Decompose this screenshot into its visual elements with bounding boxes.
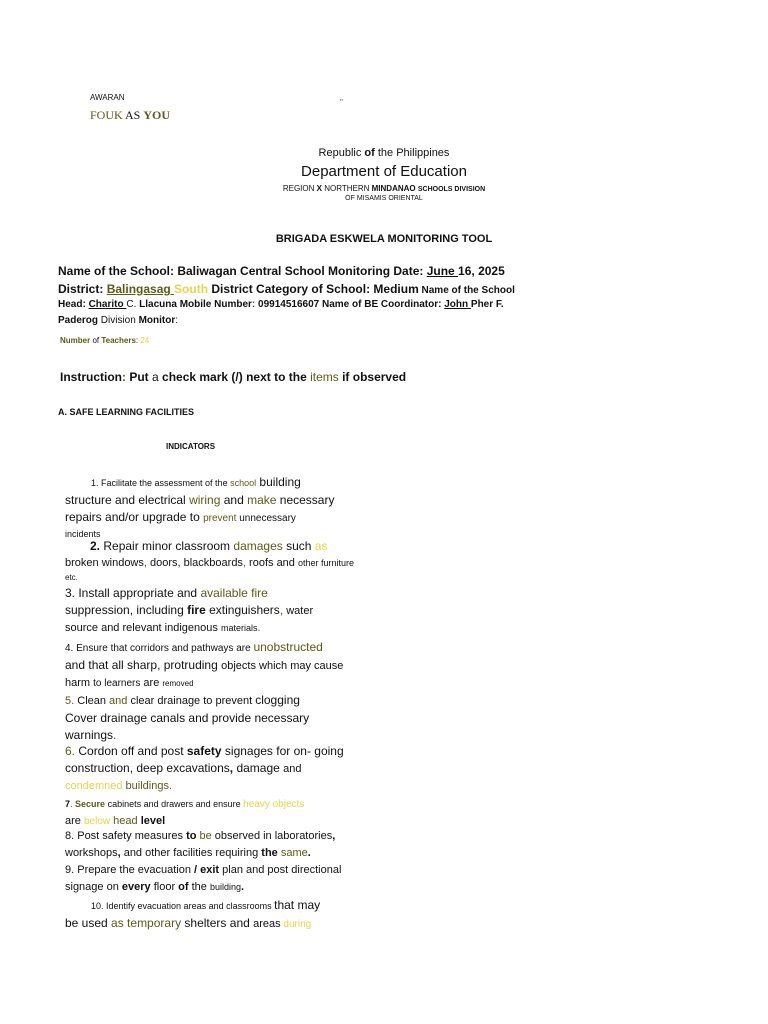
header-awaran: AWARAN — [90, 93, 125, 102]
instruction: Instruction: Put a check mark (/) next to the items if observed — [60, 370, 407, 384]
indicator-7: 7. Secure cabinets and drawers and ensure heavy objects are below head level — [65, 799, 305, 827]
section-heading: A. SAFE LEARNING FACILITIES — [58, 407, 195, 417]
region-line: REGION X NORTHERN MINDANAO SCHOOLS DIVISION — [282, 184, 486, 193]
school-info-line-1: Name of the School: Baliwagan Central School Monitoring Date: June 16, 2025 — [58, 264, 505, 278]
indicator-5: 5. Clean and clear drainage to prevent clogging Cover drainage canals and provide necessary warnings. — [65, 693, 310, 742]
tool-title: BRIGADA ESKWELA MONITORING TOOL — [275, 233, 493, 245]
indicator-9: 9. Prepare the evacuation / exit plan and post directional signage on every floor of the building. — [65, 864, 342, 893]
school-info-line-3: Head: Charito C. Llacuna Mobile Number: 09914516607 Name of BE Coordinator: John Pher F. — [58, 299, 504, 310]
indicator-1: 1. Facilitate the assessment of the school building structure and electrical wiring and make necessary repairs and/or upgrade to prevent unnecessary incidents — [65, 475, 335, 539]
indicators-label: INDICATORS — [166, 442, 216, 451]
indicator-2: 2. Repair minor classroom damages such as broken windows, doors, blackboards, roofs and other furniture etc. — [65, 539, 355, 582]
header-motto: FOUK AS YOU — [90, 108, 171, 122]
indicator-10: 10. Identify evacuation areas and classrooms that may be used as temporary shelters and areas during — [65, 898, 321, 930]
school-info-line-4: Paderog Division Monitor: — [58, 315, 179, 326]
republic-line: Republic of the Philippines — [318, 147, 450, 159]
teachers-count-line: Number of Teachers: 24 — [60, 336, 150, 345]
indicator-4: 4. Ensure that corridors and pathways are unobstructed and that all sharp, protruding objects which may cause harm to learners are removed — [65, 640, 344, 689]
department-title: Department of Education — [301, 163, 467, 180]
school-info-line-2: District: Balingasag South District Category of School: Medium Name of the School — [58, 282, 515, 296]
indicator-6: 6. Cordon off and post safety signages for on- going construction, deep excavations, damage and condemned buildings. — [65, 744, 344, 792]
indicator-8: 8. Post safety measures to be observed in laboratories, workshops, and other facilities requiring the same. — [65, 830, 336, 859]
header-mark: " — [340, 98, 343, 107]
indicator-3: 3. Install appropriate and available fire suppression, including fire extinguishers, water source and relevant indigenous materials. — [65, 586, 314, 634]
division-line: OF MISAMIS ORIENTAL — [345, 195, 423, 202]
